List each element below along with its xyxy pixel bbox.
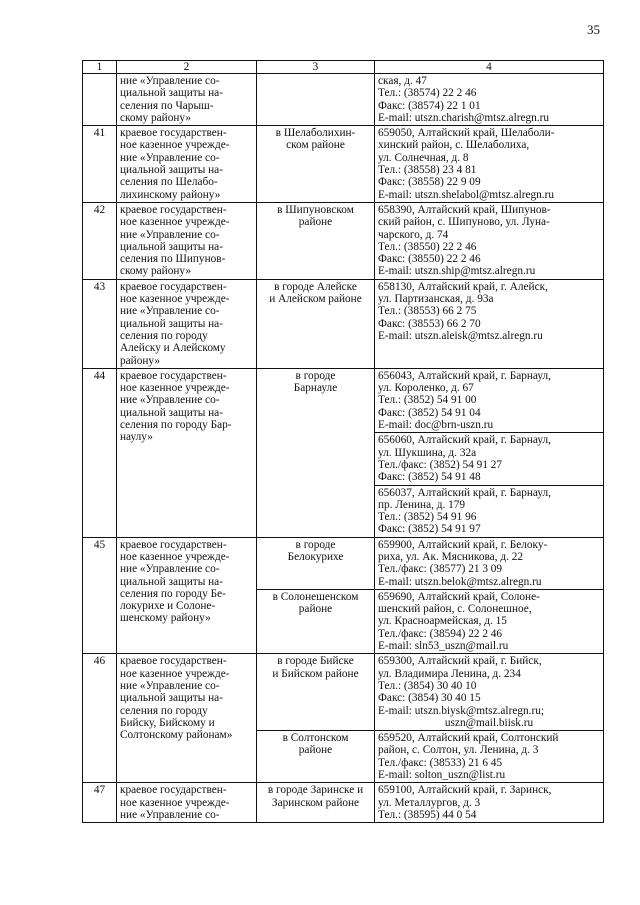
contact-line: ская, д. 47 xyxy=(378,75,427,87)
institution-name-line: краевое государствен- xyxy=(120,538,227,551)
service-area-line: в Шелаболихин- xyxy=(275,127,356,140)
contact-line: Факс: (38558) 22 9 09 xyxy=(378,176,481,189)
service-area-line: в городе Заринске и xyxy=(267,784,364,797)
institution-name-line: селения по городу Бе- xyxy=(120,587,226,600)
contact-line: Тел.: (38574) 22 2 46 xyxy=(378,87,477,100)
contact-details xyxy=(375,537,604,589)
row-number: 41 xyxy=(83,126,117,203)
contact-line: Тел.: (38553) 66 2 75 xyxy=(378,305,477,318)
contact-line: Тел./факс: (3852) 54 91 27 xyxy=(378,458,503,471)
service-area xyxy=(257,537,375,589)
contact-line: Тел./факс: (38533) 21 6 45 xyxy=(378,756,503,769)
contact-line: 658390, Алтайский край, Шипунов- xyxy=(378,203,551,216)
contact-line: ул. Красноармейская, д. 15 xyxy=(378,615,507,628)
contact-line: Факс: (38550) 22 2 46 xyxy=(378,253,481,266)
contact-line: E-mail: sln53_uszn@mail.ru xyxy=(378,640,509,653)
contact-line: Факс: (3852) 54 91 48 xyxy=(378,471,481,484)
contact-line: ский район, с. Шипуново, ул. Луна- xyxy=(378,216,550,229)
row-number: 46 xyxy=(83,654,117,783)
contact-line: E-mail: utszn.aleisk@mtsz.alregn.ru xyxy=(378,329,543,342)
service-area-line: Белокурихе xyxy=(287,550,344,563)
institution-name-line: селения по Шелабо- xyxy=(120,176,218,189)
contact-line: Тел.: (3852) 54 91 00 xyxy=(378,394,477,407)
institution-name-line: Солтонскому районам» xyxy=(120,729,233,742)
contact-line: 659300, Алтайский край, г. Бийск, xyxy=(378,655,542,668)
institution-name-line: селения по городу Бар- xyxy=(120,419,232,432)
table-row xyxy=(83,126,604,203)
institution-name-line: лихинскому району» xyxy=(120,188,221,201)
institution-name xyxy=(117,654,257,783)
row-number: 45 xyxy=(83,537,117,654)
contact-line: ул. Металлургов, д. 3 xyxy=(378,796,481,809)
institution-name-line: ное казенное учрежде- xyxy=(120,796,230,809)
row-number: 43 xyxy=(83,279,117,368)
contact-details xyxy=(375,589,604,653)
contact-line: E-mail: doc@brn-uszn.ru xyxy=(378,419,494,432)
institution-name-line: краевое государствен- xyxy=(120,369,227,382)
service-area-line: ском районе xyxy=(286,139,345,152)
contact-line: 659520, Алтайский край, Солтонский xyxy=(378,732,559,745)
service-area-line: и Бийском районе xyxy=(272,667,359,680)
service-area-line: в Солтонском xyxy=(282,732,349,745)
institution-name-line: ние «Управление со- xyxy=(120,228,220,241)
service-area-line: районе xyxy=(298,216,333,229)
institution-name-line: краевое государствен- xyxy=(120,127,227,140)
institution-name-line: ние «Управление со- xyxy=(120,305,220,318)
institution-name-line: циальной защиты на- xyxy=(120,692,223,705)
contact-line: Тел.: (38550) 22 2 46 xyxy=(378,240,477,253)
institution-name-line: наулу» xyxy=(120,431,153,444)
contact-line: 656043, Алтайский край, г. Барнаул, xyxy=(378,369,551,382)
contact-line: Факс: (3852) 54 91 97 xyxy=(378,523,481,536)
contact-details xyxy=(375,654,604,731)
contact-line: 656060, Алтайский край, г. Барнаул, xyxy=(378,434,551,447)
institution-name xyxy=(117,74,257,126)
institution-name-line: ние «Управление со- xyxy=(120,563,220,576)
institution-name xyxy=(117,368,257,537)
table-row xyxy=(83,783,604,823)
contact-line: Факс: (38553) 66 2 70 xyxy=(378,317,481,330)
institution-name-line: ное казенное учрежде- xyxy=(120,550,230,563)
contact-details xyxy=(375,433,604,485)
institution-name-line: ное казенное учрежде- xyxy=(120,139,230,152)
service-area-line: в Солонешенском xyxy=(272,590,359,603)
column-number: 4 xyxy=(375,61,604,74)
contact-line: 659050, Алтайский край, Шелаболи- xyxy=(378,127,555,140)
contact-line: Тел./факс: (38594) 22 2 46 xyxy=(378,627,503,640)
contact-line: риха, ул. Ак. Мясникова, д. 22 xyxy=(378,550,524,563)
column-number: 3 xyxy=(257,61,375,74)
contact-line: пр. Ленина, д. 179 xyxy=(378,498,466,511)
institution-name-line: локурихе и Солоне- xyxy=(120,600,216,613)
institution-name-line: ное казенное учрежде- xyxy=(120,293,230,306)
service-area xyxy=(257,126,375,203)
contact-details xyxy=(375,279,604,368)
institution-name-line: циальной защиты на- xyxy=(120,164,223,177)
institution-name-line: ние «Управление со- xyxy=(120,394,220,407)
contact-details xyxy=(375,783,604,823)
contact-line: 659900, Алтайский край, г. Белоку- xyxy=(378,538,548,551)
contact-line: ул. Партизанская, д. 93а xyxy=(378,293,494,306)
contact-line: E-mail: utszn.ship@mtsz.alregn.ru xyxy=(378,265,536,278)
contact-line: район, с. Солтон, ул. Ленина, д. 3 xyxy=(378,744,539,757)
service-area xyxy=(257,731,375,783)
table-row xyxy=(83,537,604,589)
contact-line: 656037, Алтайский край, г. Барнаул, xyxy=(378,486,551,499)
institution-name-line: ние «Управление со- xyxy=(120,679,220,692)
contact-line: uszn@mail.biisk.ru xyxy=(444,716,534,729)
service-area-line: районе xyxy=(298,603,333,616)
contact-line: ул. Владимира Ленина, д. 234 xyxy=(378,667,521,680)
contact-details xyxy=(375,368,604,432)
institution-name xyxy=(117,783,257,823)
contact-line: Факс: (38574) 22 1 01 xyxy=(378,99,481,112)
service-area-line: в Шипуновском xyxy=(277,203,354,216)
contact-line: 658130, Алтайский край, г. Алейск, xyxy=(378,280,548,293)
table-row xyxy=(83,202,604,279)
institution-name-line: ное казенное учрежде- xyxy=(120,216,230,229)
service-area xyxy=(257,368,375,537)
table-row xyxy=(83,74,604,126)
service-area xyxy=(257,783,375,823)
contact-line: Факс: (3852) 54 91 04 xyxy=(378,406,481,419)
service-area-line: районе xyxy=(298,744,333,757)
service-area xyxy=(257,202,375,279)
contact-line: Тел.: (38595) 44 0 54 xyxy=(378,808,477,821)
row-number: 44 xyxy=(83,368,117,537)
institution-name-line: селения по Шипунов- xyxy=(120,253,226,266)
institution-name-line: скому району» xyxy=(120,265,191,278)
institution-name-line: краевое государствен- xyxy=(120,655,227,668)
contact-line: хинский район, с. Шелаболиха, xyxy=(378,139,530,152)
institution-name-line: циальной защиты на- xyxy=(120,87,223,100)
row-number: 42 xyxy=(83,202,117,279)
institution-name-line: ние «Управление со- xyxy=(120,808,220,821)
contact-details xyxy=(375,74,604,126)
institution-name-line: Бийску, Бийскому и xyxy=(120,716,215,729)
table-row xyxy=(83,654,604,731)
contact-line: 659100, Алтайский край, г. Заринск, xyxy=(378,784,552,797)
contact-line: Тел.: (3854) 30 40 10 xyxy=(378,679,477,692)
institution-name-line: краевое государствен- xyxy=(120,784,227,797)
service-area xyxy=(257,589,375,653)
page-number: 35 xyxy=(587,22,600,37)
contact-line: ул. Шукшина, д. 32а xyxy=(378,446,477,459)
service-area-line: Заринском районе xyxy=(271,796,360,809)
column-number: 1 xyxy=(83,61,117,74)
contact-details xyxy=(375,126,604,203)
institution-name-line: ное казенное учрежде- xyxy=(120,667,230,680)
contact-line: Тел./факс: (38577) 21 3 09 xyxy=(378,563,503,576)
contact-line: Тел.: (38558) 23 4 81 xyxy=(378,164,477,177)
institution-name xyxy=(117,202,257,279)
institution-name-line: ние «Управление со- xyxy=(120,151,220,164)
contact-line: E-mail: solton_uszn@list.ru xyxy=(378,769,506,782)
institutions-table xyxy=(82,60,604,823)
contact-line: ул. Короленко, д. 67 xyxy=(378,382,474,395)
institution-name-line: району» xyxy=(120,354,160,367)
institution-name-line: ное казенное учрежде- xyxy=(120,382,230,395)
institution-name xyxy=(117,537,257,654)
service-area-line: в городе Алейске xyxy=(274,280,357,293)
institution-name-line: скому району» xyxy=(120,111,191,124)
service-area-line: в городе xyxy=(295,538,336,551)
service-area xyxy=(257,279,375,368)
contact-line: Тел.: (3852) 54 91 96 xyxy=(378,511,477,524)
contact-line: E-mail: utszn.charish@mtsz.alregn.ru xyxy=(378,111,550,124)
institution-name-line: селения по городу xyxy=(120,329,208,342)
contact-line: ул. Солнечная, д. 8 xyxy=(378,151,469,164)
service-area xyxy=(257,74,375,126)
contact-line: шенский район, с. Солонешное, xyxy=(378,603,532,616)
institution-name-line: ние «Управление со- xyxy=(120,75,220,87)
column-number-row xyxy=(83,61,604,74)
service-area-line: в городе xyxy=(295,369,336,382)
institution-name-line: циальной защиты на- xyxy=(120,575,223,588)
institution-name-line: селения по городу xyxy=(120,704,208,717)
service-area-line: в городе Бийске xyxy=(277,655,354,668)
institution-name-line: Алейску и Алейскому xyxy=(120,342,226,355)
contact-line: Факс: (3854) 30 40 15 xyxy=(378,692,481,705)
row-number: 47 xyxy=(83,783,117,823)
contact-line: чарского, д. 74 xyxy=(378,228,449,241)
institution-name xyxy=(117,126,257,203)
contact-line: E-mail: utszn.shelabol@mtsz.alregn.ru xyxy=(378,188,555,201)
institution-name-line: селения по Чарыш- xyxy=(120,99,214,112)
column-number: 2 xyxy=(117,61,257,74)
institution-name-line: краевое государствен- xyxy=(120,203,227,216)
contact-line: 659690, Алтайский край, Солоне- xyxy=(378,590,540,603)
contact-details xyxy=(375,202,604,279)
service-area xyxy=(257,654,375,731)
service-area-line: и Алейском районе xyxy=(269,293,362,306)
institution-name-line: циальной защиты на- xyxy=(120,240,223,253)
service-area-line: Барнауле xyxy=(293,382,338,395)
institution-name xyxy=(117,279,257,368)
table-row xyxy=(83,368,604,432)
contact-line: E-mail: utszn.biysk@mtsz.alregn.ru; xyxy=(378,704,545,717)
contact-line: E-mail: utszn.belok@mtsz.alregn.ru xyxy=(378,575,542,588)
institution-name-line: циальной защиты на- xyxy=(120,317,223,330)
institution-name-line: циальной защиты на- xyxy=(120,406,223,419)
contact-details xyxy=(375,731,604,783)
institution-name-line: шенскому району» xyxy=(120,612,211,625)
row-number xyxy=(83,74,117,126)
table-row xyxy=(83,279,604,368)
contact-details xyxy=(375,485,604,537)
institution-name-line: краевое государствен- xyxy=(120,280,227,293)
